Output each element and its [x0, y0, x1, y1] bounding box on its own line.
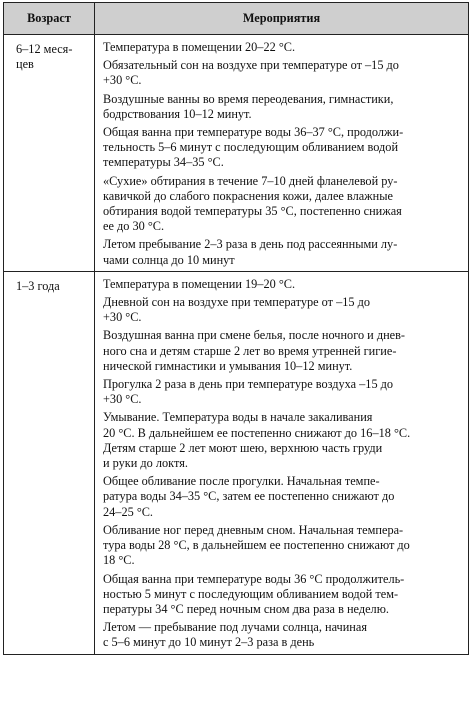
measure-item: [103, 125, 462, 171]
measure-line: кавичкой до слабого покраснения кожи, далее влажные: [103, 188, 393, 203]
measures-column-header: Мероприятия: [95, 3, 469, 35]
measure-item: [103, 572, 462, 618]
measure-item: [103, 237, 462, 267]
measure-line: Летом пребывание 2–3 раза в день под рассеянными лу-: [103, 237, 398, 252]
measure-item: [103, 410, 462, 471]
measure-line: Воздушные ванны во время переодевания, гимнастики,: [103, 91, 394, 106]
measure-line: и руки до локтя.: [103, 456, 188, 471]
measure-line: Летом — пребывание под лучами солнца, начиная: [103, 620, 367, 635]
measure-line: 20 °С. В дальнейшем ее постепенно снижают до 16–18 °С.: [103, 425, 411, 440]
measure-line: тура воды 28 °С, в дальнейшем ее постепенно снижают до: [103, 538, 410, 553]
measure-line: ратура воды 34–35 °С, затем ее постепенно снижают до: [103, 489, 395, 504]
measure-line: тельность 5–6 минут с последующим обливанием водой: [103, 140, 399, 155]
measure-item: [103, 174, 462, 235]
measure-line: ее до 30 °С.: [103, 219, 165, 234]
measure-line: ностью 5 минут с последующим обливанием водой тем-: [103, 586, 399, 601]
measure-line: Общая ванна при температуре воды 36 °С продолжитель-: [103, 571, 405, 586]
age-line: 1–3 года: [16, 278, 60, 293]
measure-item: [103, 474, 462, 520]
measure-line: чами солнца до 10 минут: [103, 252, 235, 267]
measure-line: Общее обливание после прогулки. Начальная темпе-: [103, 474, 380, 489]
measure-item: [103, 92, 462, 122]
measure-line: Воздушная ванна при смене белья, после ночного и днев-: [103, 328, 406, 343]
measure-line: Температура в помещении 20–22 °С.: [103, 40, 296, 54]
measure-line: +30 °С.: [103, 392, 142, 407]
age-line: цев: [16, 57, 34, 72]
table-row: [4, 271, 469, 654]
measure-line: температуры 34–35 °С.: [103, 155, 224, 170]
table-body: [4, 35, 469, 655]
measure-line: ного сна и детям старше 2 лет во время утренней гигие-: [103, 343, 397, 358]
measure-line: с 5–6 минут до 10 минут 2–3 раза в день: [103, 635, 315, 650]
measure-line: Дневной сон на воздухе при температуре от –15 до: [103, 295, 371, 310]
measure-line: Умывание. Температура воды в начале закаливания: [103, 410, 373, 425]
measure-line: бодрствования 10–12 минут.: [103, 106, 252, 121]
age-line: 6–12 меся-: [16, 42, 73, 56]
measures-cell: [95, 271, 469, 654]
measure-item: [103, 40, 462, 55]
measure-item: [103, 620, 462, 650]
measure-line: нической гимнастики и умывания 10–12 минут.: [103, 358, 353, 373]
measure-line: Обязательный сон на воздухе при температуре от –15 до: [103, 58, 399, 73]
measure-line: Детям старше 2 лет моют шею, верхнюю часть груди: [103, 440, 383, 455]
measure-item: [103, 295, 462, 325]
measure-line: обтирания водой температуры 35 °С, постепенно снижая: [103, 204, 402, 219]
measure-line: 24–25 °С.: [103, 504, 154, 519]
age-cell: [4, 271, 95, 654]
document-page: [3, 2, 468, 655]
hardening-table: [3, 2, 469, 655]
table-header-row: [4, 3, 469, 35]
measure-item: [103, 377, 462, 407]
measure-line: «Сухие» обтирания в течение 7–10 дней фланелевой ру-: [103, 173, 398, 188]
measure-line: Обливание ног перед дневным сном. Начальная темпера-: [103, 522, 404, 537]
measures-cell: [95, 35, 469, 272]
measure-line: Общая ванна при температуре воды 36–37 °С, продолжи-: [103, 125, 404, 140]
measure-line: +30 °С.: [103, 73, 142, 88]
measure-item: [103, 58, 462, 88]
age-column-header: Возраст: [4, 3, 95, 35]
measure-line: +30 °С.: [103, 310, 142, 325]
measure-item: [103, 277, 462, 292]
measure-line: Прогулка 2 раза в день при температуре воздуха –15 до: [103, 377, 394, 392]
age-cell: [4, 35, 95, 272]
measure-item: [103, 328, 462, 374]
measure-line: 18 °С.: [103, 553, 135, 568]
measure-line: пературы 34 °С перед ночным сном два раза в неделю.: [103, 601, 389, 616]
measure-line: Температура в помещении 19–20 °С.: [103, 276, 296, 291]
table-row: [4, 35, 469, 272]
measure-item: [103, 523, 462, 569]
